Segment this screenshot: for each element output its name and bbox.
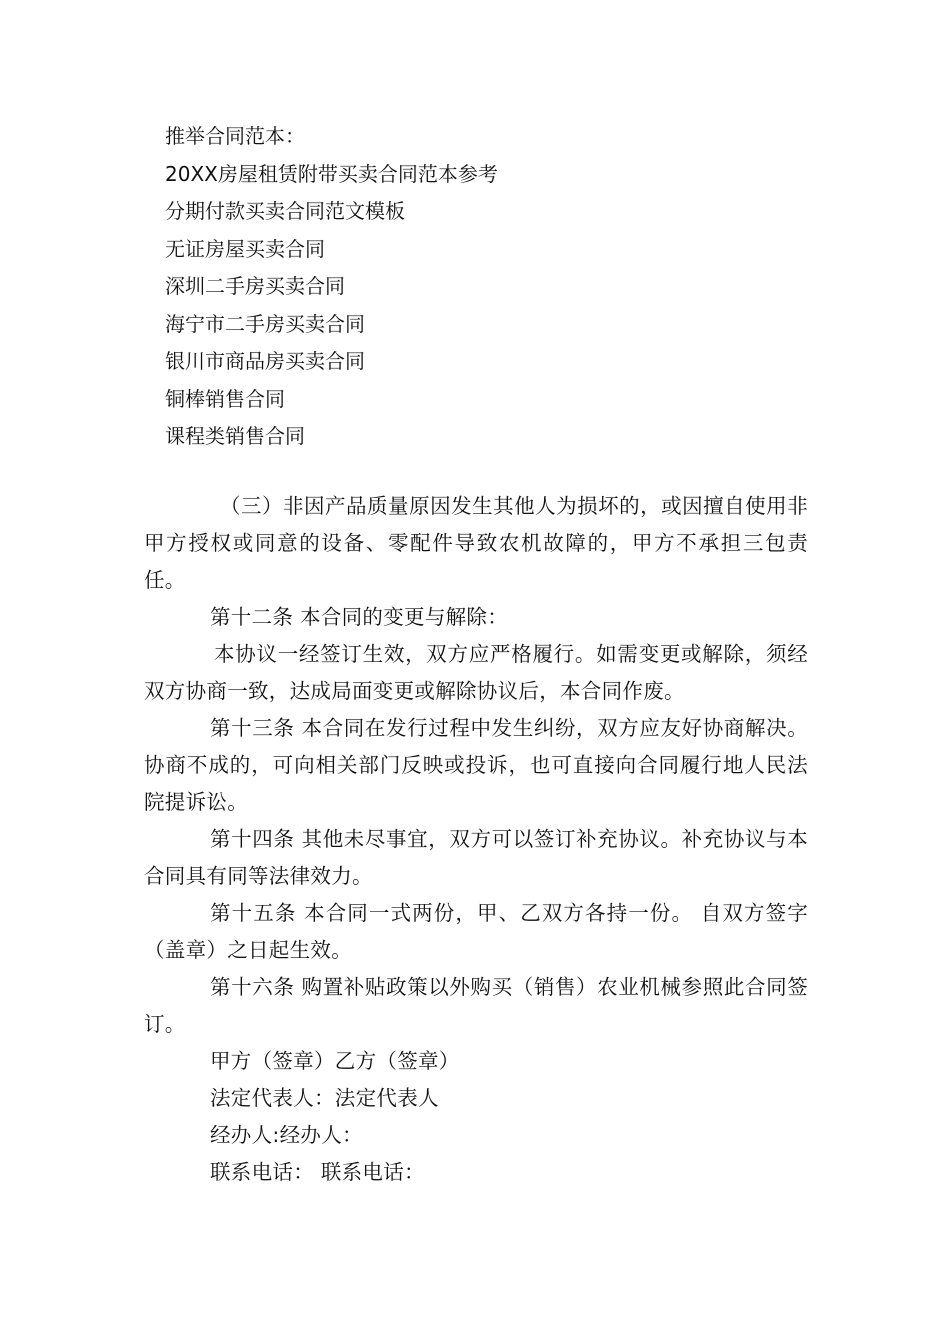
recommend-link[interactable]: 20XX房屋租赁附带买卖合同范本参考 <box>165 161 498 186</box>
contract-body <box>144 488 808 1191</box>
recommend-link[interactable]: 深圳二手房买卖合同 <box>165 274 345 298</box>
signature-agent: 经办人:经办人： <box>210 1123 363 1147</box>
recommend-link[interactable]: 铜棒销售合同 <box>165 386 285 411</box>
clause-3-paragraph: （三）非因产品质量原因发生其他人为损坏的，或因擅自使用非甲方授权或同意的设备、零配件导致农机故障的，甲方不承担三包责任。 <box>144 494 808 592</box>
recommend-link[interactable]: 银川市商品房买卖合同 <box>165 349 365 373</box>
article-14-paragraph: 第十四条 其他未尽事宜，双方可以签订补充协议。补充协议与本合同具有同等法律效力。 <box>144 827 808 888</box>
recommend-link[interactable]: 无证房屋买卖合同 <box>165 236 325 261</box>
article-13-paragraph: 第十三条 本合同在发行过程中发生纠纷，双方应友好协商解决。协商不成的，可向相关部门反映或投诉，也可直接向合同履行地人民法院提诉讼。 <box>144 716 808 814</box>
signature-legal-rep: 法定代表人：法定代表人 <box>210 1086 439 1110</box>
article-15-paragraph: 第十五条 本合同一式两份，甲、乙双方各持一份。 自双方签字（盖章）之日起生效。 <box>144 901 808 962</box>
recommend-heading: 推举合同范本： <box>165 124 305 148</box>
recommended-templates <box>165 118 805 456</box>
recommend-link[interactable]: 课程类销售合同 <box>165 424 305 448</box>
article-16-paragraph: 第十六条 购置补贴政策以外购买（销售）农业机械参照此合同签订。 <box>144 975 808 1036</box>
signature-phone: 联系电话： 联系电话： <box>210 1160 425 1184</box>
recommend-link[interactable]: 海宁市二手房买卖合同 <box>165 311 365 336</box>
article-12-paragraph: 本协议一经签订生效，双方应严格履行。如需变更或解除，须经双方协商一致，达成局面变更或解除协议后，本合同作废。 <box>144 642 808 703</box>
article-12-title: 第十二条 本合同的变更与解除： <box>210 605 509 629</box>
recommend-link[interactable]: 分期付款买卖合同范文模板 <box>165 199 405 223</box>
signature-parties: 甲方（签章）乙方（签章） <box>210 1049 460 1073</box>
